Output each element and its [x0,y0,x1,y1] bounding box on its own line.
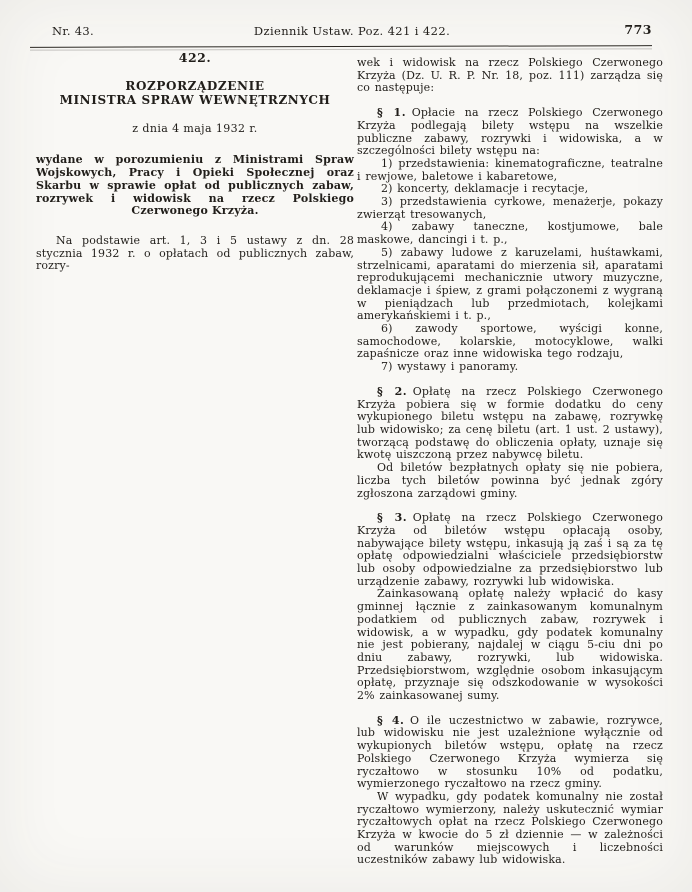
section-number: § 3. [377,511,408,525]
act-intro-paragraph: Na podstawie art. 1, 3 i 5 ustawy z dn. 28 stycznia 1932 r. o opłatach od publicznych zabaw, rozry- [36,233,354,273]
paragraph-text: wek i widowisk na rzecz Polskiego Czerwonego Krzyża (Dz. U. R. P. Nr. 18, poz. 111) zarządza się co następuje: [357,56,663,95]
paragraph [357,462,663,500]
section-paragraph [357,715,663,791]
act-heading-line1: ROZPORZĄDZENIE [125,78,265,93]
act-heading-line2: MINISTRA SPRAW WEWNĘTRZNYCH [59,93,331,108]
section-number: § 4. [377,713,405,727]
paragraph-text: O ile uczestnictwo w zabawie, rozrywce, lub widowisku nie jest uzależnione wyłącznie od wykupionych biletów wstępu, opłatę na rzecz Polskiego Czerwonego Krzyża wymierza się ryczałtowo w stosunku 10% od podatku, wymierzonego ryczałtowo na rzecz gminy. [357,713,663,791]
paragraph-text: Od biletów bezpłatnych opłaty się nie pobiera, liczba tych biletów powinna być jednak zgóry zgłoszona zarządowi gminy. [357,461,663,500]
paragraph [357,588,663,702]
act-heading [36,79,354,108]
paragraph-text: W wypadku, gdy podatek komunalny nie został ryczałtowo wymierzony, należy uskutecznić wymiar ryczałtowych opłat na rzecz Polskiego Czerwonego Krzyża w kwocie do 5 zł dziennie — w zależności od warunków miejscowych i liczebności uczestników zabawy lub widowiska. [357,789,663,867]
paragraph-text: Opłatę na rzecz Polskiego Czerwonego Krzyża pobiera się w formie dodatku do ceny wykupionego biletu wstępu na zabawę, rozrywkę lub widowisko; za cenę biletu (art. 1 ust. 2 ustawy), tworzącą podstawę do obliczenia opłaty, uznaje się kwotę uiszczoną przez nabywcę biletu. [357,384,663,462]
act-number: 422. [178,50,212,65]
paragraph [357,361,663,374]
header-rule-shadow [30,48,652,50]
paragraph-text: Zainkasowaną opłatę należy wpłacić do kasy gminnej łącznie z zainkasowanym komunalnym podatkiem od publicznych zabaw, rozrywek i widowisk, a w wypadku, gdy podatek komunalny nie jest pobierany, najdalej w ciągu 5-ciu dni po dniu zabawy, rozrywki, lub widowiska. Przedsiębiorstwom, względnie osobom inkasującym opłatę, przyznaje się odszkodowanie w wysokości 2% zainkasowanej sumy. [357,587,663,703]
act-subtitle: wydane w porozumieniu z Ministrami Spraw Wojskowych, Pracy i Opieki Społecznej oraz Skarbu w sprawie opłat od publicznych zabaw, rozrywek i widowisk na rzecz Polskiego Czerwonego Krzyża. [36,153,354,218]
paragraph-text: Opłatę na rzecz Polskiego Czerwonego Krzyża od biletów wstępu opłacają osoby, nabywające bilety wstępu, inkasują ją zaś i są za tę opłatę odpowiedzialni właściciele przedsiębiorstw lub osoby odpowiedzialne za przedsiębiorstwo lub urządzenie zabawy, rozrywki lub widowiska. [357,511,663,588]
paragraph-text: 4) zabawy taneczne, kostjumowe, bale maskowe, dancingi i t. p., [357,220,663,247]
paragraph-text: 6) zawody sportowe, wyścigi konne, samochodowe, kolarskie, motocyklowe, walki zapaśnicze oraz inne widowiska tego rodzaju, [357,322,663,361]
paragraph [357,221,663,246]
paragraph-text: 2) koncerty, deklamacje i recytacje, [381,182,589,196]
paragraph-text: 5) zabawy ludowe z karuzelami, huśtawkami, strzelnicami, aparatami do mierzenia sił, aparatami reprodukującemi mechanicznie utwory muzyczne, deklamacje i śpiew, z grami połączonemi z wygraną w pieniądzach lub przedmiotach, kolejkami amerykańskiemi i t. p., [357,245,663,323]
issue-number: Nr. 43. [52,24,94,38]
paragraph-text: 3) przedstawienia cyrkowe, menażerje, pokazy zwierząt tresowanych, [357,195,663,221]
section-paragraph [357,107,663,158]
paragraph [357,323,663,361]
page-header [52,24,652,40]
section-paragraph [357,512,663,588]
gazette-title: Dziennik Ustaw. Poz. 421 i 422. [253,24,451,38]
section-number: § 1. [377,106,407,120]
paragraph [357,247,663,323]
section-paragraph [357,386,663,462]
paragraph [357,196,663,221]
act-date: z dnia 4 maja 1932 r. [132,121,258,135]
page-number: 773 [624,22,652,37]
paragraph [357,57,663,95]
section-number: § 2. [377,384,408,398]
paragraph [357,158,663,183]
paragraph-text: Opłacie na rzecz Polskiego Czerwonego Krzyża podlegają bilety wstępu na wszelkie publiczne zabawy, rozrywki i widowiska, a w szczególności bilety wstępu na: [357,106,663,158]
right-column [357,57,663,867]
header-rule [30,45,652,48]
left-column [36,52,354,273]
paragraph-text: 7) wystawy i panoramy. [381,360,519,374]
paragraph-text: 1) przedstawienia: kinematograficzne, teatralne i rewjowe, baletowe i kabaretowe, [357,156,663,183]
paragraph [357,791,663,867]
